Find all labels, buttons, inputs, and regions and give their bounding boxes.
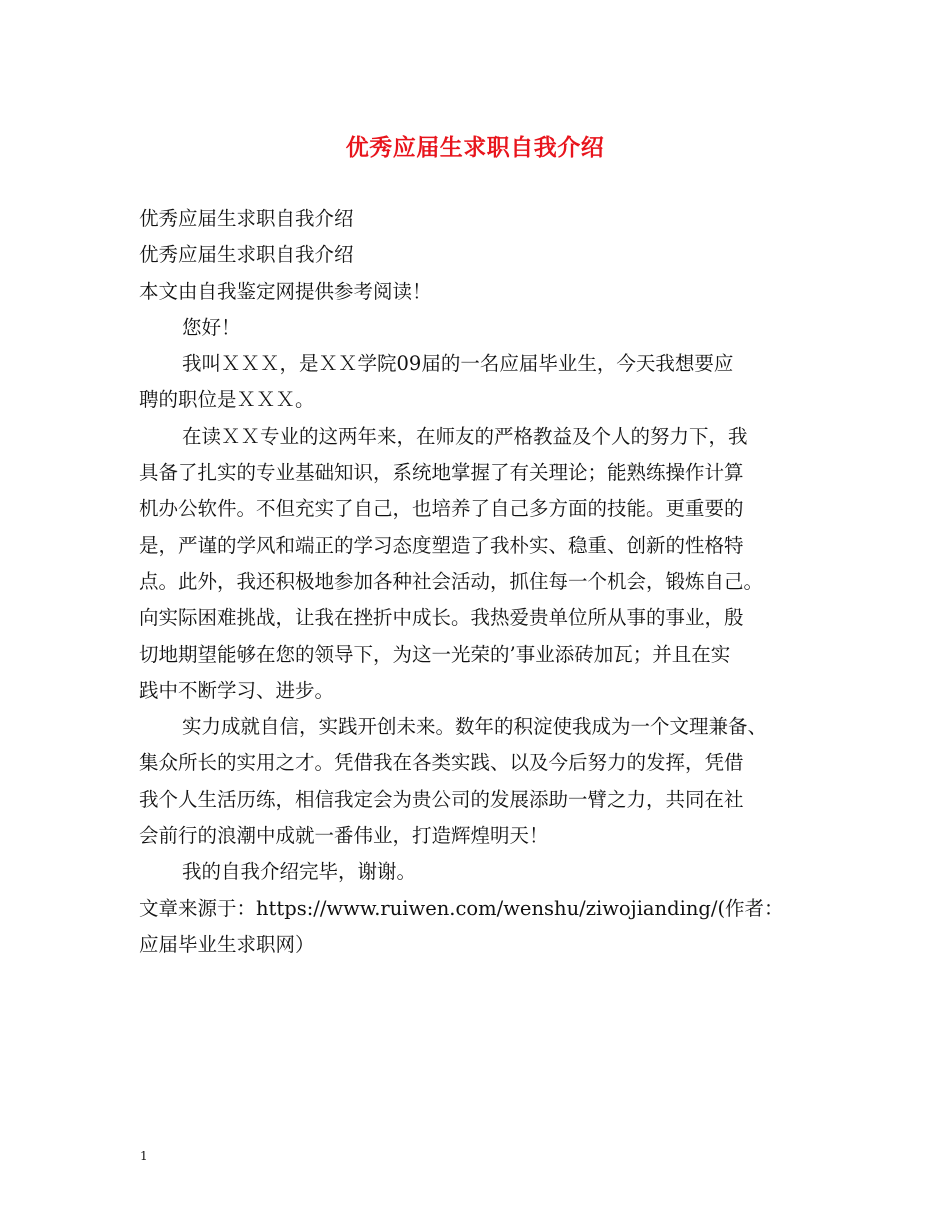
paragraph-line: 具备了扎实的专业基础知识，系统地掌握了有关理论；能熟练操作计算 — [139, 461, 744, 485]
source-author-line: 应届毕业生求职网） — [139, 932, 315, 956]
paragraph-line: 我叫ＸＸＸ，是ＸＸ学院09届的一名应届毕业生，今天我想要应 — [182, 352, 734, 376]
paragraph-line: 聘的职位是ＸＸＸ。 — [139, 388, 315, 412]
paragraph-line: 践中不断学习、进步。 — [139, 678, 335, 702]
document-title: 优秀应届生求职自我介绍 — [345, 134, 605, 161]
page-number: 1 — [140, 1149, 148, 1163]
paragraph-line: 切地期望能够在您的领导下，为这一光荣的’事业添砖加瓦；并且在实 — [139, 642, 731, 666]
paragraph-line: 机办公软件。不但充实了自己，也培养了自己多方面的技能。更重要的 — [139, 497, 744, 521]
paragraph-line: 点。此外，我还积极地参加各种社会活动，抓住每一个机会，锻炼自己。 — [139, 569, 764, 593]
greeting: 您好！ — [182, 315, 241, 339]
paragraph-line: 是，严谨的学风和端正的学习态度塑造了我朴实、稳重、创新的性格特 — [139, 533, 744, 557]
paragraph-line: 实力成就自信，实践开创未来。数年的积淀使我成为一个文理兼备、 — [182, 715, 768, 739]
subtitle-line: 优秀应届生求职自我介绍 — [139, 243, 354, 267]
paragraph-line: 向实际困难挑战，让我在挫折中成长。我热爱贵单位所从事的事业，殷 — [139, 606, 744, 630]
source-note: 本文由自我鉴定网提供参考阅读！ — [139, 279, 432, 303]
subtitle-line: 优秀应届生求职自我介绍 — [139, 207, 354, 230]
closing-line: 我的自我介绍完毕，谢谢。 — [182, 860, 417, 884]
paragraph-line: 我个人生活历练，相信我定会为贵公司的发展添助一臂之力，共同在社 — [139, 787, 744, 811]
source-link-line: 文章来源于：https://www.ruiwen.com/wenshu/ziwojianding/(作者： — [139, 896, 784, 920]
paragraph-line: 集众所长的实用之才。凭借我在各类实践、以及今后努力的发挥，凭借 — [139, 751, 744, 775]
paragraph-line: 在读ＸＸ专业的这两年来，在师友的严格教益及个人的努力下，我 — [182, 424, 748, 448]
document-body — [139, 201, 819, 963]
paragraph-line: 会前行的浪潮中成就一番伟业，打造辉煌明天！ — [139, 824, 549, 848]
